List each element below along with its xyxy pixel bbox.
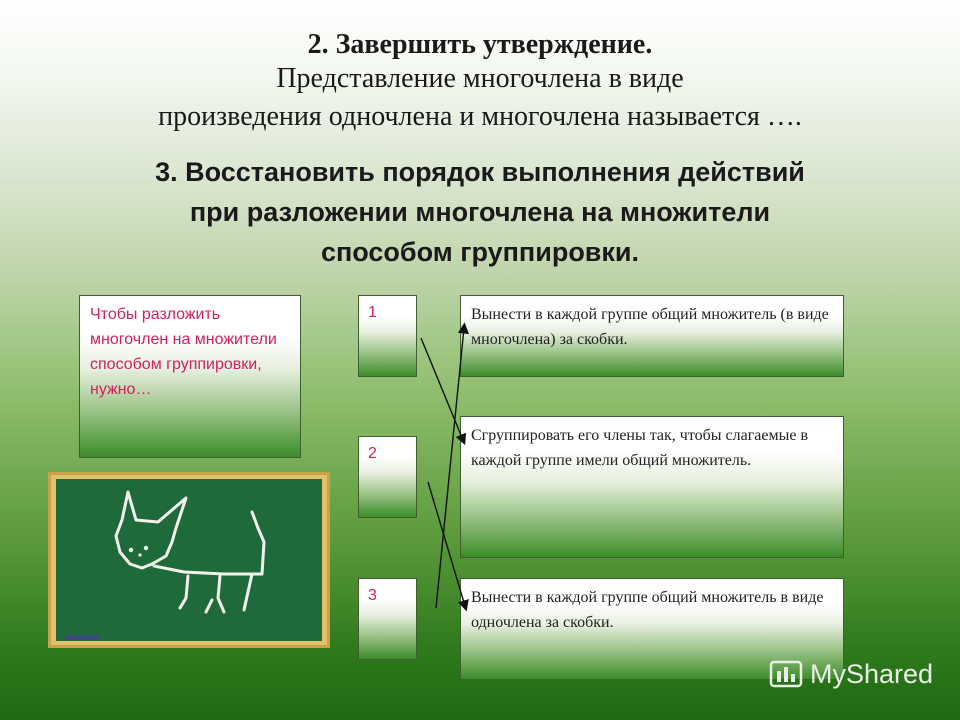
number-label-3: 3 — [368, 587, 377, 604]
number-label-1: 1 — [368, 304, 377, 321]
step-text-a: Вынести в каждой группе общий множитель (в виде многочлена) за скобки. — [471, 306, 829, 348]
step-box-a[interactable] — [460, 295, 844, 377]
task2-line2: произведения одночлена и многочлена называется …. — [158, 101, 802, 132]
number-box-3[interactable] — [358, 578, 417, 660]
task3-line2: при разложении многочлена на множители — [189, 197, 771, 227]
myshared-logo-icon — [768, 657, 804, 691]
number-label-2: 2 — [368, 445, 377, 462]
step-text-c: Вынести в каждой группе общий множитель в виде одночлена за скобки. — [471, 589, 824, 631]
task3-line3: способом группировки. — [320, 237, 640, 267]
task3-line1: 3. Восстановить порядок выполнения действий — [155, 157, 805, 187]
watermark-text: MyShared — [810, 658, 934, 689]
step-box-b[interactable] — [460, 416, 844, 558]
connector-line-1 — [421, 338, 463, 440]
number-box-1[interactable] — [358, 295, 417, 377]
step-text-b: Сгруппировать его члены так, чтобы слагаемые в каждой группе имели общий множитель. — [471, 427, 809, 469]
task2-line1: Представление многочлена в виде — [276, 63, 684, 94]
intro-text: Чтобы разложить многочлен на множители способом группировки, нужно… — [90, 306, 277, 398]
number-box-2[interactable] — [358, 436, 417, 518]
myshared-watermark — [768, 656, 933, 692]
task3-heading — [0, 152, 960, 272]
intro-box — [79, 295, 301, 458]
chalkboard-cat-image — [48, 472, 330, 648]
task2-title: 2. Завершить утверждение. — [307, 29, 653, 60]
